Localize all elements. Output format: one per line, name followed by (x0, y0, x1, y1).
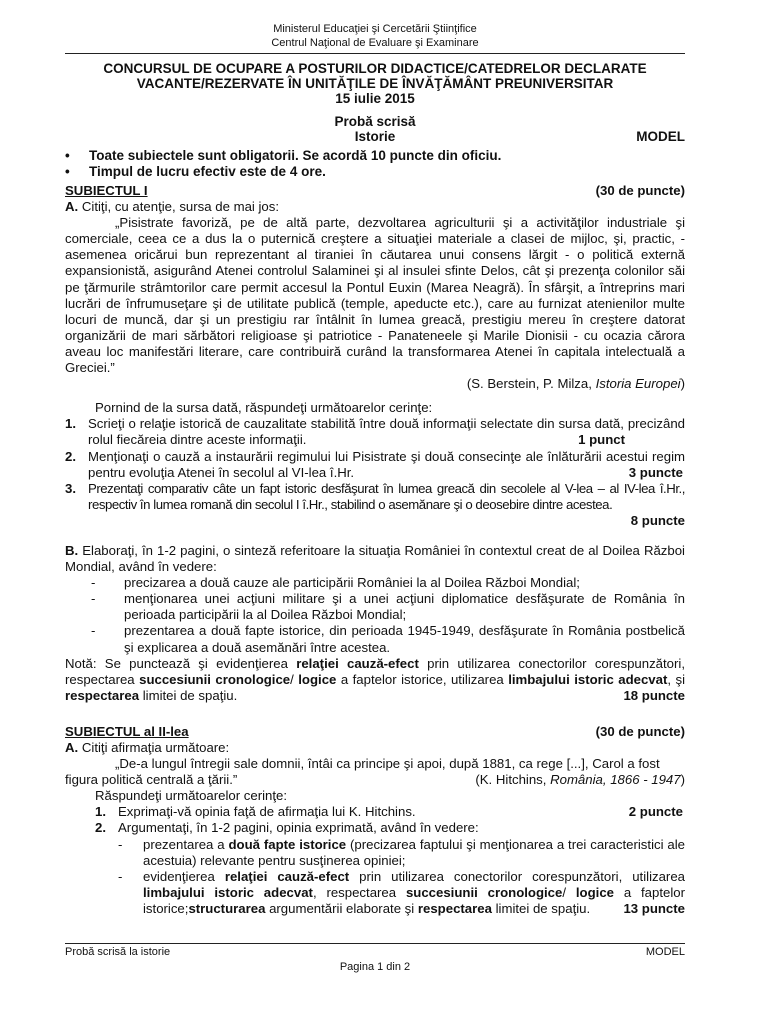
exam-type: Probă scrisă (334, 114, 416, 129)
bullet-marker: • (65, 148, 70, 163)
answer-intro: Răspundeţi următoarelor cerinţe: (95, 788, 288, 804)
rules-list (65, 148, 685, 180)
question-item: 1. Exprimaţi-vă opinia faţă de afirmaţia lui K. Hitchins. 2 puncte (95, 804, 683, 820)
subject-row (65, 129, 685, 144)
ministry-name: Ministerul Educaţiei şi Cercetării Ştiinţifice (273, 23, 477, 35)
requirement-item: - menţionarea unei acţiuni militare şi a unei acţiuni diplomatice desfăşurate de România în perioada participării la al Doilea Război Mondial; (91, 591, 685, 623)
requirement-item: - prezentarea a două fapte istorice (precizarea faptului şi menţionarea a trei caracteristici ale acestuia) relevante pentru susţinerea opiniei; (118, 836, 685, 868)
section-a-intro: A. Citiţi afirmaţia următoare: (65, 740, 230, 755)
statement-quote: „De-a lungul întregii sale domnii, întâi ca principe şi apoi, după 1881, ca rege [...], Carol a fost figura politică centrală a ţării.” (K. Hitchins, România, 1866 - 1947) (65, 756, 685, 788)
section-a-intro: A. Citiţi, cu atenţie, sursa de mai jos: (65, 199, 280, 215)
exam-title-line1: CONCURSUL DE OCUPARE A POSTURILOR DIDACTICE/CATEDRELOR DECLARATE (103, 61, 647, 76)
footer-exam-label: Probă scrisă la istorie (65, 946, 171, 958)
header-rule (65, 53, 685, 54)
center-name: Centrul Naţional de Evaluare şi Examinare (271, 37, 479, 49)
footer-row (65, 946, 685, 958)
subject-1-heading: SUBIECTUL I (30 de puncte) (65, 183, 685, 198)
page-number: Pagina 1 din 2 (339, 961, 411, 973)
question-item: 2. Argumentaţi, în 1-2 pagini, opinia exprimată, având în vedere: (95, 820, 479, 836)
source-citation: (S. Berstein, P. Milza, Istoria Europei) (466, 376, 685, 392)
question-item: 2. Menţionaţi o cauză a instaurării regimului lui Pisistrate şi două consecinţe ale înlăturării acestui regim pentru evoluţia Atenei în secolul al VI-lea î.Hr. 3 puncte (65, 448, 685, 480)
questions-intro: Pornind de la sursa dată, răspundeţi următoarelor cerinţe: (95, 400, 433, 416)
rule-item: • Toate subiectele sunt obligatorii. Se acordă 10 puncte din oficiu. (65, 148, 502, 163)
grading-note: Notă: Se punctează şi evidenţierea relaţiei cauză-efect prin utilizarea conectorilor corespunzători, respectarea succesiunii cronologice/ logice a faptelor istorice, utilizarea limbajului istoric adecvat, şi respectarea limitei de spaţiu. 18 puncte (65, 655, 686, 703)
model-label: MODEL (636, 129, 685, 144)
footer-model-label: MODEL (645, 946, 685, 958)
exam-date: 15 iulie 2015 (335, 91, 415, 106)
question-item: 1. Scrieţi o relaţie istorică de cauzalitate stabilită între două informaţii selectate din sursa dată, precizând rolul fiecăreia dintre aceste informaţii. 1 punct (65, 416, 685, 448)
document-page (65, 22, 685, 917)
section-b-intro: B. Elaboraţi, în 1-2 pagini, o sinteză referitoare la situaţia României în contextul creat de al Doilea Război Mondial, având în vedere: (65, 542, 685, 575)
requirement-item: - prezentarea a două fapte istorice, din perioada 1945-1949, desfăşurate în România postbelică şi explicarea a două asemănări între acestea. (91, 623, 685, 655)
question-item: 3. Prezentaţi comparativ câte un fapt istoric desfăşurat în lumea greacă din secolele al V-lea – al IV-lea î.Hr., respectiv în lumea romană din secolul I î.Hr., stabilind o asemănare şi o deosebire dintre acestea. 8 puncte (65, 480, 685, 528)
footer-rule (65, 943, 685, 944)
requirement-item: - precizarea a două cauze ale participării României la al Doilea Război Mondial; (91, 575, 580, 591)
rule-item: • Timpul de lucru efectiv este de 4 ore. (65, 164, 326, 179)
page-footer (65, 943, 685, 974)
subject-name: Istorie (354, 129, 396, 144)
requirement-item: - evidenţierea relaţiei cauză-efect prin utilizarea conectorilor corespunzători, utilizarea limbajului istoric adecvat, respectarea succesiunii cronologice/ logice a faptelor istorice;structurarea argumentării elaborate şi respectarea limitei de spaţiu. 13 puncte (118, 868, 685, 916)
source-quote: „Pisistrate favoriză, pe de altă parte, dezvoltarea agriculturii şi a activităţilor industriale şi comerciale, ceea ce a dus la o puternică creştere a situaţiei materiale a clasei de mijloc, şi, practic, - asemenea oricărui bun reprezentant al tiraniei în căutarea unui consens lărgit - o politică externă expansionistă, asigurând Atenei controlul Salaminei şi al insulei sfinte Delos, cât şi prezenţa colonilor săi pe ţărmurile strâmtorilor care permit accesul la Pontul Euxin (Marea Neagră). În sfârşit, a întreprins mari lucrări de înfrumuseţare şi de utilitate publică (temple, apeducte etc.), care au furnizat atenienilor multe locuri de muncă, dar şi un prestigiu rar întâlnit în lumea greacă, prestigiu mereu în creştere datorat organizării de mari sărbători religioase şi patriotice - Panateneele şi Marile Dionisii - cu ocazia cărora aveau loc manifestări literare, care contribuiră curând la transformarea Atenei în capitala intelectuală a Greciei.” (65, 215, 685, 376)
exam-title-line2: VACANTE/REZERVATE ÎN UNITĂŢILE DE ÎNVĂŢĂMÂNT PREUNIVERSITAR (136, 76, 614, 91)
bullet-marker: • (65, 164, 70, 179)
subject-2-heading: SUBIECTUL al II-lea (30 de puncte) (65, 723, 685, 739)
